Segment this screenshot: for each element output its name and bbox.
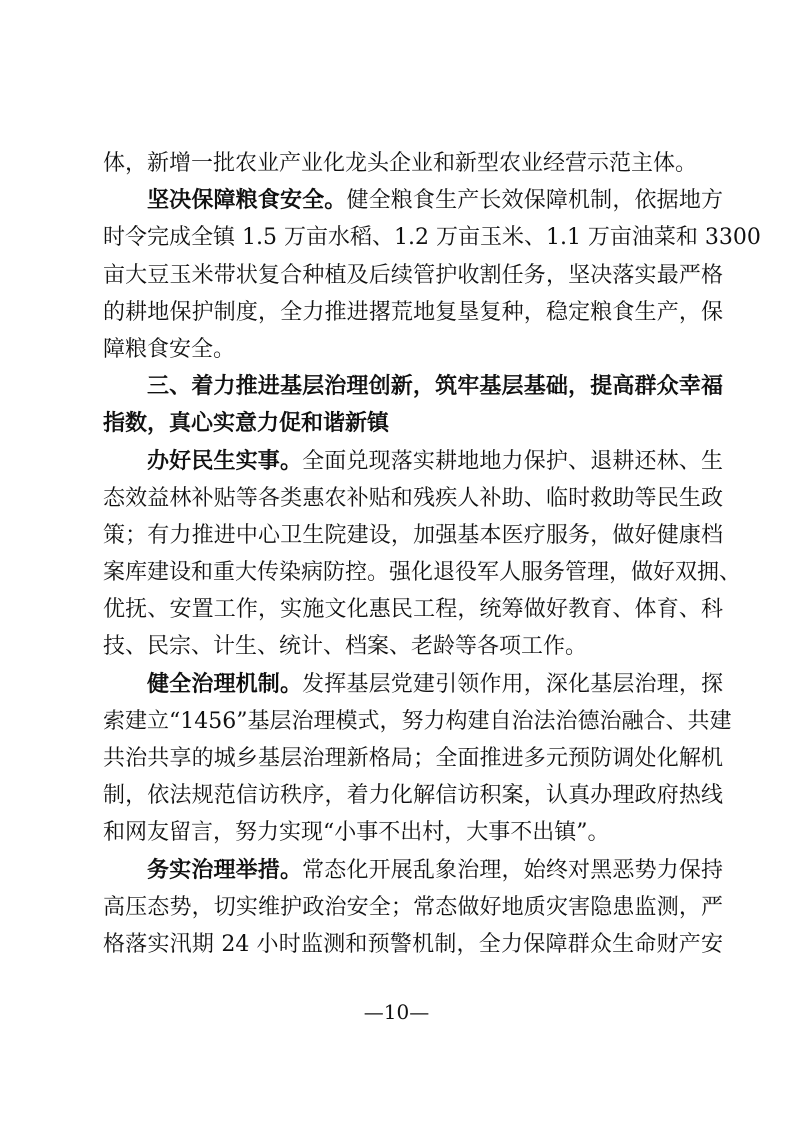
paragraph-lead: 坚决保障粮食安全。 <box>147 188 347 214</box>
line-text: 制，依法规范信访秩序，着力化解信访积案，认真办理政府热线 <box>103 783 723 809</box>
line-text: 和网友留言，努力实现“小事不出村，大事不出镇”。 <box>103 820 610 846</box>
text-line <box>103 740 723 777</box>
text-line <box>103 405 723 442</box>
text-line <box>103 145 723 182</box>
text-line <box>103 889 723 926</box>
section-heading <box>103 368 723 442</box>
text-line <box>103 777 723 814</box>
paragraph-lead: 办好民生实事。 <box>147 448 303 474</box>
paragraph <box>103 666 732 852</box>
paragraph-lead: 健全治理机制。 <box>147 671 303 697</box>
text-line <box>103 554 742 591</box>
text-line <box>103 480 723 517</box>
text-line <box>103 443 723 480</box>
line-text: 全面兑现落实耕地地力保护、退耕还林、生 <box>302 448 723 474</box>
line-text: 指数，真心实意力促和谐新镇 <box>103 411 390 437</box>
paragraph <box>103 852 723 964</box>
text-line <box>103 591 723 628</box>
text-line <box>103 331 723 368</box>
paragraph <box>103 145 723 182</box>
line-text: 案库建设和重大传染病防控。强化退役军人服务管理，做好双拥、 <box>103 560 742 586</box>
text-line <box>103 182 723 219</box>
text-line <box>103 666 723 703</box>
page-number: —10— <box>363 1000 430 1024</box>
line-text: 的耕地保护制度，全力推进撂荒地复垦复种，稳定粮食生产，保 <box>103 299 723 325</box>
document-body <box>103 145 761 963</box>
line-text: 共治共享的城乡基层治理新格局；全面推进多元预防调处化解机 <box>103 746 723 771</box>
paragraph <box>103 443 742 666</box>
line-text: 障粮食安全。 <box>103 336 236 362</box>
line-text: 优抚、安置工作，实施文化惠民工程，统筹做好教育、体育、科 <box>103 597 723 623</box>
text-line <box>103 852 723 889</box>
text-line <box>103 368 723 405</box>
paragraph <box>103 182 761 368</box>
line-text: 亩大豆玉米带状复合种植及后续管护收割任务，坚决落实最严格 <box>103 262 723 288</box>
line-text: 三、着力推进基层治理创新，筑牢基层基础，提高群众幸福 <box>147 374 723 400</box>
paragraph-lead: 务实治理举措。 <box>147 857 303 883</box>
line-text: 时令完成全镇 1.5 万亩水稻、1.2 万亩玉米、1.1 万亩油菜和 3300 <box>103 225 761 251</box>
line-text: 发挥基层党建引领作用，深化基层治理，探 <box>302 671 723 697</box>
line-text: 高压态势，切实维护政治安全；常态做好地质灾害隐患监测，严 <box>103 894 723 920</box>
text-line <box>103 703 732 740</box>
text-line <box>103 294 723 331</box>
text-line <box>103 628 723 665</box>
text-line <box>103 517 723 554</box>
line-text: 健全粮食生产长效保障机制，依据地方 <box>346 188 723 214</box>
text-line <box>103 926 723 963</box>
line-text: 技、民宗、计生、统计、档案、老龄等各项工作。 <box>103 634 588 660</box>
line-text: 索建立“1456”基层治理模式，努力构建自治法治德治融合、共建 <box>103 708 732 734</box>
text-line <box>103 814 723 851</box>
line-text: 态效益林补贴等各类惠农补贴和残疾人补助、临时救助等民生政 <box>103 485 723 511</box>
line-text: 格落实汛期 24 小时监测和预警机制，全力保障群众生命财产安 <box>103 931 723 957</box>
line-text: 体，新增一批农业产业化龙头企业和新型农业经营示范主体。 <box>103 151 698 176</box>
text-line <box>103 257 723 294</box>
text-line <box>103 219 761 256</box>
line-text: 常态化开展乱象治理，始终对黑恶势力保持 <box>302 857 723 883</box>
line-text: 策；有力推进中心卫生院建设，加强基本医疗服务，做好健康档 <box>103 522 723 548</box>
